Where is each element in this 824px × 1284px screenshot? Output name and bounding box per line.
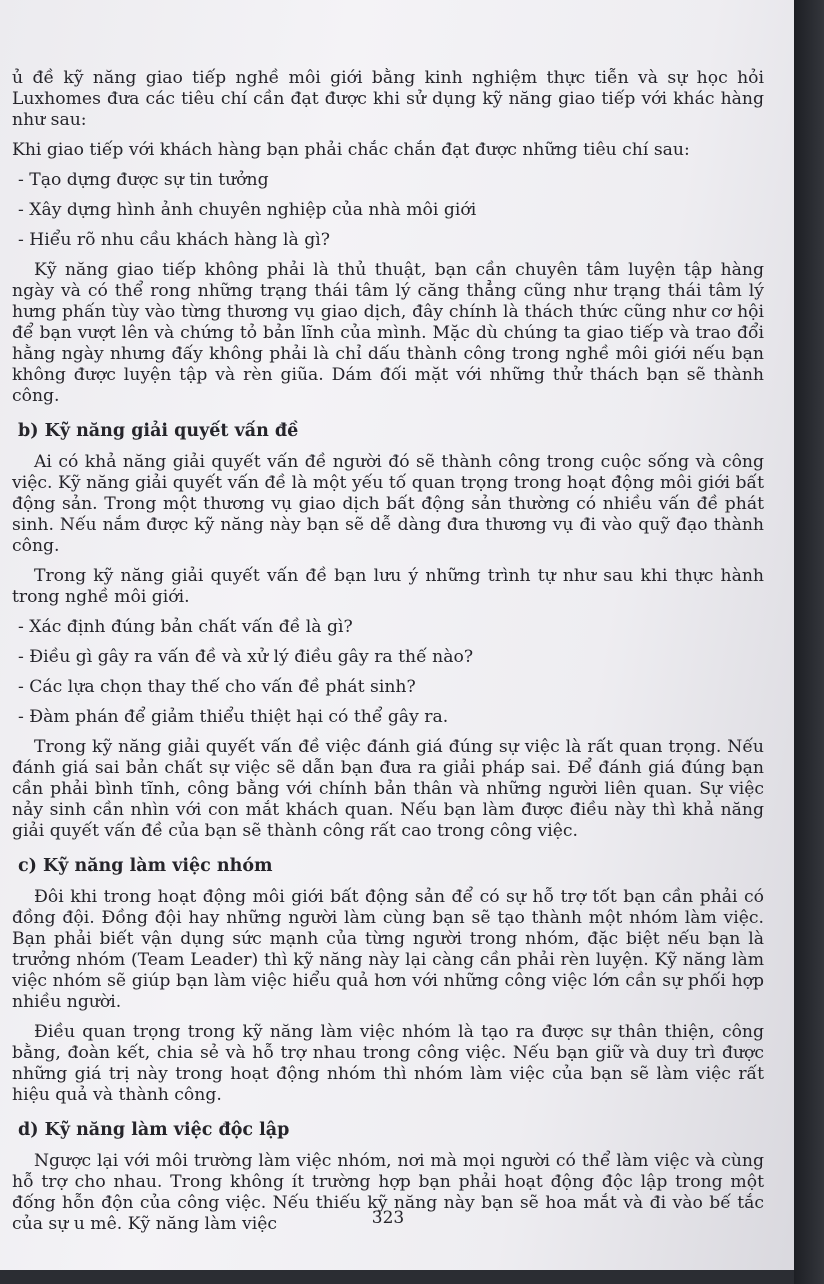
section-b-paragraph: Trong kỹ năng giải quyết vấn đề bạn lưu ý những trình tự như sau khi thực hành trong nghề môi giới. [12, 566, 764, 607]
section-b-paragraph: Ai có khả năng giải quyết vấn đề người đó sẽ thành công trong cuộc sống và công việc. Kỹ năng giải quyết vấn đề là một yếu tố quan trọng trong hoạt động môi giới bất động sản. Trong một thương vụ giao dịch bất động sản thường có nhiều vấn đề phát sinh. Nếu nắm được kỹ năng này bạn sẽ dễ dàng đưa thương vụ đi vào quỹ đạo thành công. [12, 452, 764, 556]
criteria-item: - Hiểu rõ nhu cầu khách hàng là gì? [18, 230, 330, 250]
section-d-paragraph: Ngược lại với môi trường làm việc nhóm, nơi mà mọi người có thể làm việc và cùng hỗ trợ cho nhau. Trong không ít trường hợp bạn phải hoạt động độc lập trong một đống hỗn độn của công việc. Nếu thiếu kỹ năng này bạn sẽ hoa mắt và đi vào bế tắc của sự u mê. Kỹ năng làm việc [12, 1151, 764, 1234]
intro-criteria-lead: Khi giao tiếp với khách hàng bạn phải chắc chắn đạt được những tiêu chí sau: [12, 140, 690, 160]
section-d-heading: d) Kỹ năng làm việc độc lập [18, 1120, 290, 1140]
section-c-paragraph: Đôi khi trong hoạt động môi giới bất động sản để có sự hỗ trợ tốt bạn cần phải có đồng đội. Đồng đội hay những người làm cùng bạn sẽ tạo thành một nhóm làm việc. Bạn phải biết vận dụng sức mạnh của từng người trong nhóm, đặc biệt nếu bạn là trưởng nhóm (Team Leader) thì kỹ năng này lại càng cần phải rèn luyện. Kỹ năng làm việc nhóm sẽ giúp bạn làm việc hiểu quả hơn với những công việc lớn cần sự phối hợp nhiều người. [12, 887, 764, 1012]
background-edge [794, 0, 824, 1284]
intro-paragraph: ủ đề kỹ năng giao tiếp nghề môi giới bằng kinh nghiệm thực tiễn và sự học hỏi Luxhomes đưa các tiêu chí cần đạt được khi sử dụng kỹ năng giao tiếp với khác hàng như sau: [12, 68, 764, 130]
step-item: - Xác định đúng bản chất vấn đề là gì? [18, 617, 353, 637]
section-b-paragraph: Trong kỹ năng giải quyết vấn đề việc đánh giá đúng sự việc là rất quan trọng. Nếu đánh giá sai bản chất sự việc sẽ dẫn bạn đưa ra giải pháp sai. Để đánh giá đúng bạn cần phải bình tĩnh, công bằng với chính bản thân và những người liên quan. Sự việc nảy sinh cần nhìn với con mắt khách quan. Nếu bạn làm được điều này thì khả năng giải quyết vấn đề của bạn sẽ thành công rất cao trong công việc. [12, 737, 764, 841]
page-number: 323 [371, 1208, 405, 1228]
section-c-paragraph: Điều quan trọng trong kỹ năng làm việc nhóm là tạo ra được sự thân thiện, công bằng, đoàn kết, chia sẻ và hỗ trợ nhau trong công việc. Nếu bạn giữ và duy trì được những giá trị này trong hoạt động nhóm thì nhóm làm việc của bạn sẽ làm việc rất hiệu quả và thành công. [12, 1022, 764, 1105]
section-b-heading: b) Kỹ năng giải quyết vấn đề [18, 421, 299, 441]
page-body [12, 68, 764, 1235]
section-c-heading: c) Kỹ năng làm việc nhóm [18, 856, 273, 876]
step-item: - Đàm phán để giảm thiểu thiệt hại có thể gây ra. [18, 707, 449, 727]
criteria-item: - Tạo dựng được sự tin tưởng [18, 170, 269, 190]
step-item: - Các lựa chọn thay thế cho vấn đề phát sinh? [18, 677, 416, 697]
communication-paragraph: Kỹ năng giao tiếp không phải là thủ thuật, bạn cần chuyên tâm luyện tập hàng ngày và có thể rong những trạng thái tâm lý căng thẳng cũng như trạng thái tâm lý hưng phấn tùy vào từng thương vụ giao dịch, đây chính là thách thức cũng như cơ hội để bạn vượt lên và chứng tỏ bản lĩnh của mình. Mặc dù chúng ta giao tiếp và trao đổi hằng ngày nhưng đấy không phải là chỉ dấu thành công trong nghề môi giới nếu bạn không được luyện tập và rèn giũa. Dám đối mặt với những thử thách bạn sẽ thành công. [12, 260, 764, 406]
criteria-item: - Xây dựng hình ảnh chuyên nghiệp của nhà môi giới [18, 200, 477, 220]
step-item: - Điều gì gây ra vấn đề và xử lý điều gây ra thế nào? [18, 647, 474, 667]
